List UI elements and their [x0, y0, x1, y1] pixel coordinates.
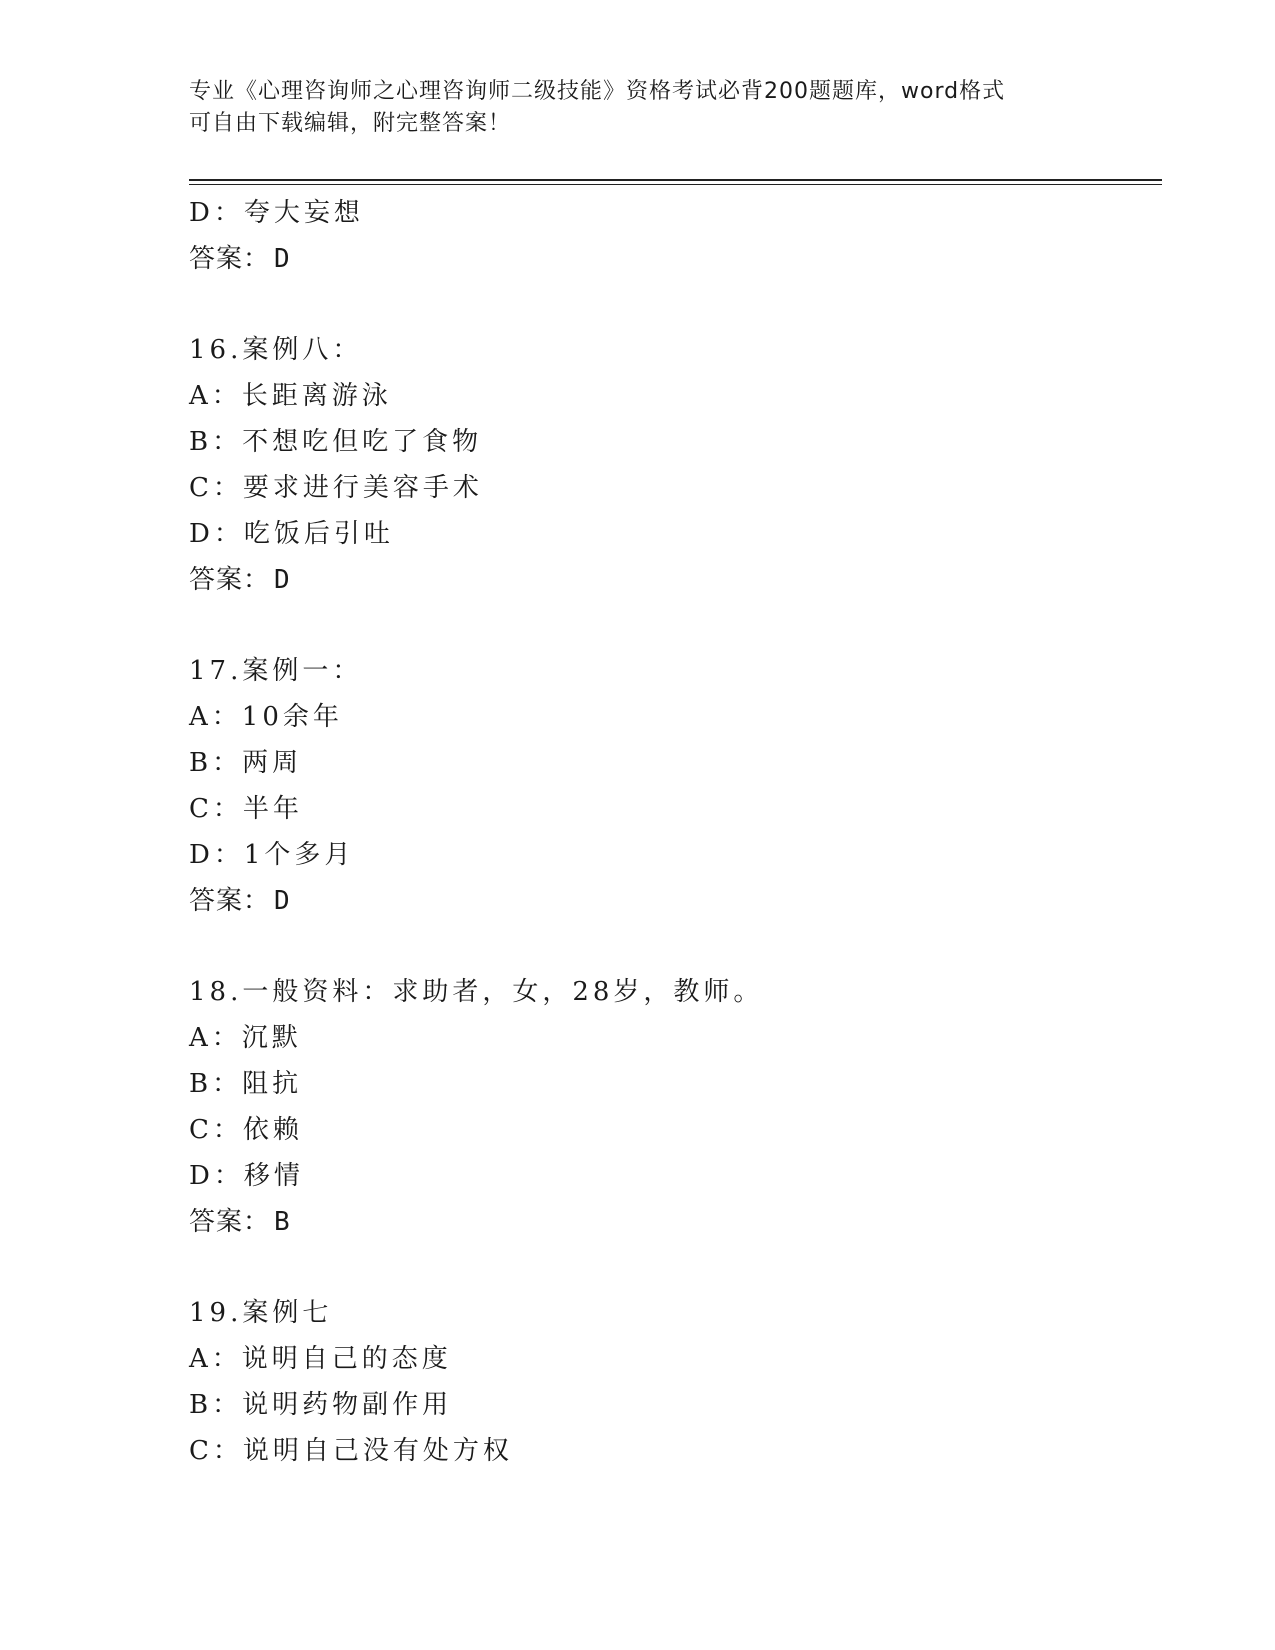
answer-value: D	[274, 565, 291, 595]
header-divider-thin	[189, 184, 1162, 185]
answer-option: A：10余年	[189, 702, 343, 732]
answer-option: A：沉默	[189, 1023, 302, 1053]
answer-option: D：吃饭后引吐	[189, 519, 394, 549]
answer-line	[189, 557, 1139, 603]
answer-line	[189, 236, 1139, 282]
answer-line	[189, 1199, 1139, 1245]
answer-option: A：长距离游泳	[189, 381, 392, 411]
block-spacer	[189, 924, 1139, 969]
answer-line	[189, 878, 1139, 924]
answer-option: D：移情	[189, 1161, 304, 1191]
block-spacer	[189, 603, 1139, 648]
answer-label: 答案：	[189, 244, 271, 274]
question-stem: 18.一般资料：求助者，女，28岁，教师。	[189, 977, 764, 1007]
answer-label: 答案：	[189, 886, 271, 916]
question-list	[189, 190, 1139, 1474]
answer-option: C：要求进行美容手术	[189, 473, 483, 503]
answer-option: C：依赖	[189, 1115, 303, 1145]
answer-option: B：不想吃但吃了食物	[189, 427, 483, 457]
question-block	[189, 327, 1139, 603]
answer-label: 答案：	[189, 1207, 271, 1237]
header-title-line-1: 专业《心理咨询师之心理咨询师二级技能》资格考试必背200题题库，word格式	[189, 79, 1006, 104]
question-block	[189, 969, 1139, 1245]
answer-option: B：两周	[189, 748, 303, 778]
answer-label: 答案：	[189, 565, 271, 595]
answer-value: D	[274, 244, 291, 274]
block-spacer	[189, 282, 1139, 327]
answer-option: B：说明药物副作用	[189, 1390, 453, 1420]
question-stem: 17.案例一：	[189, 656, 363, 686]
question-block	[189, 1290, 1139, 1474]
header-title-line-2: 可自由下载编辑，附完整答案！	[189, 111, 512, 136]
question-stem: 16.案例八：	[189, 335, 363, 365]
answer-option: C：半年	[189, 794, 303, 824]
block-spacer	[189, 1245, 1139, 1290]
question-block	[189, 190, 1139, 282]
answer-option: A：说明自己的态度	[189, 1344, 452, 1374]
answer-option: D：夸大妄想	[189, 198, 364, 228]
answer-value: D	[274, 886, 291, 916]
document-header	[189, 76, 1089, 140]
answer-option: D：1个多月	[189, 840, 355, 870]
header-divider-thick	[189, 179, 1162, 181]
answer-option: B：阻抗	[189, 1069, 303, 1099]
answer-value: B	[274, 1207, 291, 1237]
answer-option: C：说明自己没有处方权	[189, 1436, 513, 1466]
question-block	[189, 648, 1139, 924]
question-stem: 19.案例七	[189, 1298, 333, 1328]
